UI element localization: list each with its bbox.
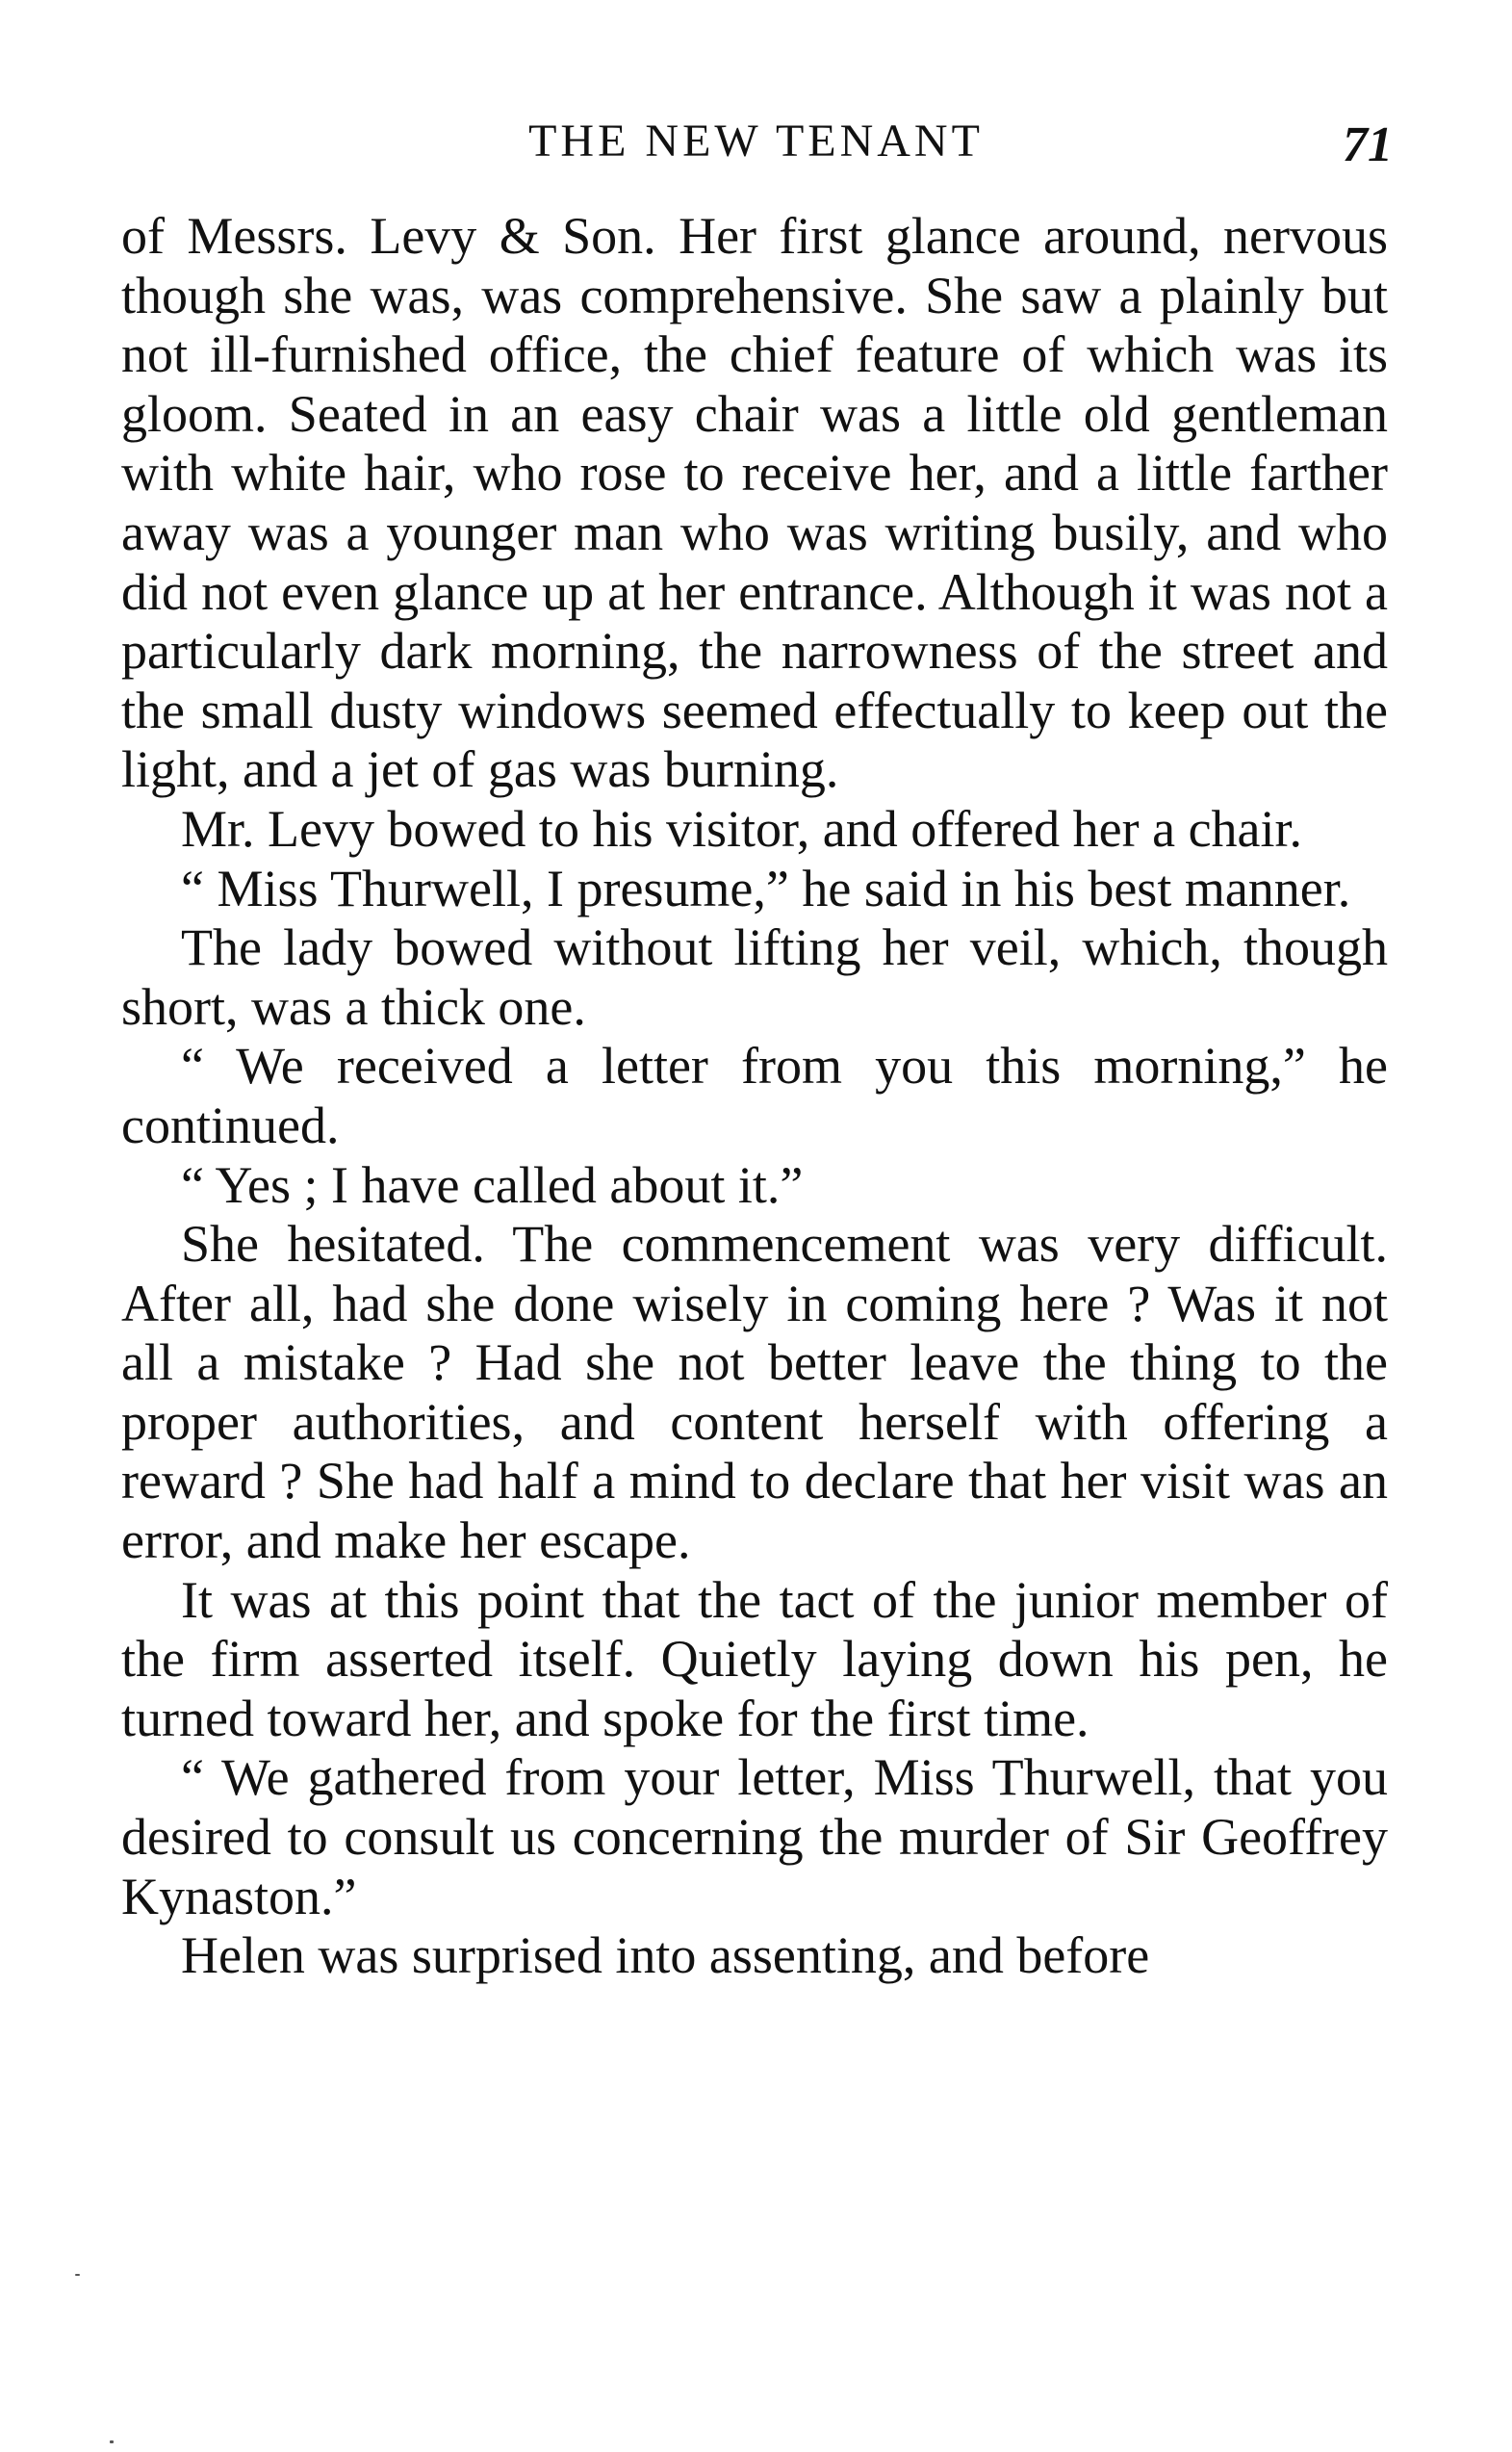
paragraph: “ We gathered from your letter, Miss Thurwell, that you desired to consult us concerning the murder of Sir Geoffrey Kynaston.”: [121, 1748, 1388, 1925]
scan-speck: [75, 2274, 80, 2276]
paragraph: It was at this point that the tact of the junior member of the firm asserted itself. Quietly laying down his pen, he turned toward her, and spoke for the first time.: [121, 1570, 1388, 1747]
paragraph: Helen was surprised into assenting, and before: [181, 1926, 1150, 1985]
paragraph: Mr. Levy bowed to his visitor, and offered her a chair.: [181, 799, 1303, 858]
running-title: THE NEW TENANT: [528, 116, 984, 167]
paragraph: “ Miss Thurwell, I presume,” he said in his best manner.: [181, 859, 1351, 917]
paragraph: “ We received a letter from you this morning,” he continued.: [121, 1037, 1388, 1154]
paragraph: “ Yes ; I have called about it.”: [181, 1155, 804, 1214]
paragraph: of Messrs. Levy & Son. Her first glance around, nervous though she was, was comprehensive. She saw a plainly but not ill-furnished office, the chief feature of which was its gloom. Seated in an easy chair was a little old gentleman with white hair, who rose to receive her, and a little farther away was a younger man who was writing busily, and who did not even glance up at her entrance. Although it was not a particularly dark morning, the narrowness of the street and the small dusty windows seemed effectually to keep out the light, and a jet of gas was burning.: [121, 207, 1388, 799]
scan-speck: [110, 2440, 114, 2443]
running-head: [0, 108, 1512, 175]
body-text: [121, 207, 1388, 1986]
page-number: 71: [1343, 117, 1393, 172]
paragraph: The lady bowed without lifting her veil, which, though short, was a thick one.: [121, 918, 1388, 1036]
paragraph: She hesitated. The commencement was very difficult. After all, had she done wisely in coming here ? Was it not all a mistake ? Had she not better leave the thing to the proper authorities, and content herself with offering a reward ? She had half a mind to declare that her visit was an error, and make her escape.: [121, 1215, 1388, 1570]
